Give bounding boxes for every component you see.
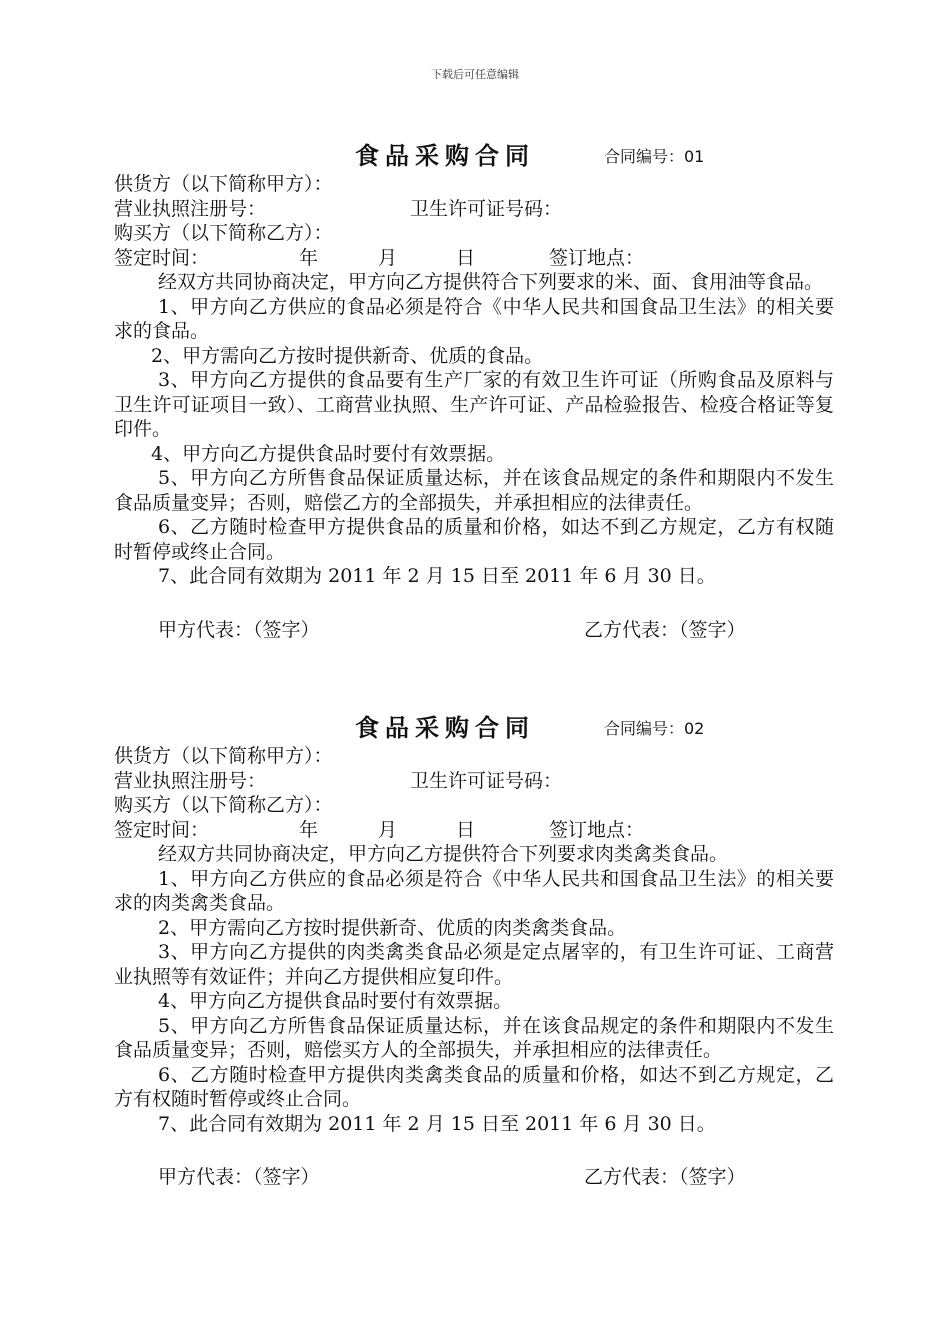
license-line: [114, 197, 834, 222]
contract-02: [114, 708, 834, 1188]
license-label: 营业执照注册号：: [114, 197, 267, 220]
contract-number: 合同编号：02: [604, 719, 705, 738]
clause-5: 5、甲方向乙方所售食品保证质量达标，并在该食品规定的条件和期限内不发生食品质量变异；否则，赔偿乙方的全部损失，并承担相应的法律责任。: [114, 467, 834, 514]
buyer-label: 购买方（以下简称乙方）：: [114, 794, 333, 816]
sign-time-label: 签定时间：: [114, 246, 210, 269]
sign-time-line: [114, 246, 834, 271]
intro-paragraph: 经双方共同协商决定，甲方向乙方提供符合下列要求肉类禽类食品。: [158, 843, 729, 865]
supplier-line: [114, 172, 834, 197]
buyer-line: [114, 221, 834, 246]
party-a-representative: 甲方代表：（签字）: [158, 618, 320, 641]
contract-number: 合同编号：01: [604, 147, 705, 166]
license-line: [114, 769, 834, 794]
party-b-representative: 乙方代表：（签字）: [584, 618, 746, 641]
title-row: [114, 708, 834, 744]
clause-3: 3、甲方向乙方提供的肉类禽类食品必须是定点屠宰的，有卫生许可证、工商营业执照等有效证件；并向乙方提供相应复印件。: [114, 941, 834, 988]
sign-place-label: 签订地点：: [549, 246, 645, 269]
month-label: 月: [378, 818, 398, 841]
sign-place-label: 签订地点：: [549, 818, 645, 841]
buyer-label: 购买方（以下简称乙方）：: [114, 222, 333, 244]
buyer-line: [114, 793, 834, 818]
signature-row: [114, 615, 834, 641]
clause-5: 5、甲方向乙方所售食品保证质量达标，并在该食品规定的条件和期限内不发生食品质量变异；否则，赔偿买方人的全部损失，并承担相应的法律责任。: [114, 1014, 834, 1061]
year-label: 年: [299, 246, 319, 269]
supplier-line: [114, 744, 834, 769]
intro-paragraph: 经双方共同协商决定，甲方向乙方提供符合下列要求的米、面、食用油等食品。: [158, 271, 824, 293]
sign-time-line: [114, 818, 834, 843]
clause-6: 6、乙方随时检查甲方提供肉类禽类食品的质量和价格，如达不到乙方规定，乙方有权随时暂停或终止合同。: [114, 1063, 834, 1110]
contract-title: 食品采购合同: [355, 142, 535, 170]
clause-3: 3、甲方向乙方提供的食品要有生产厂家的有效卫生许可证（所购食品及原料与卫生许可证项目一致）、工商营业执照、生产许可证、产品检验报告、检疫合格证等复印件。: [114, 369, 834, 440]
license-label: 营业执照注册号：: [114, 769, 267, 792]
clause-7: 7、此合同有效期为 2011 年 2 月 15 日至 2011 年 6 月 30 日。: [158, 1112, 716, 1135]
party-a-representative: 甲方代表：（签字）: [158, 1166, 320, 1188]
header-note: 下载后可任意编辑: [431, 68, 519, 81]
clause-2: 2、甲方需向乙方按时提供新奇、优质的肉类禽类食品。: [158, 916, 627, 939]
clause-1: 1、甲方向乙方供应的食品必须是符合《中华人民共和国食品卫生法》的相关要求的食品。: [114, 295, 834, 342]
month-label: 月: [378, 246, 398, 269]
clause-1: 1、甲方向乙方供应的食品必须是符合《中华人民共和国食品卫生法》的相关要求的肉类禽类食品。: [114, 867, 834, 914]
day-label: 日: [456, 818, 476, 841]
day-label: 日: [456, 246, 476, 269]
contract-title: 食品采购合同: [355, 714, 535, 742]
clause-2: 2、甲方需向乙方按时提供新奇、优质的食品。: [151, 344, 544, 367]
sign-time-label: 签定时间：: [114, 818, 210, 841]
health-permit-label: 卫生许可证号码：: [410, 197, 563, 220]
contract-01: [114, 136, 834, 641]
clause-4: 4、甲方向乙方提供食品时要付有效票据。: [151, 442, 506, 465]
party-b-representative: 乙方代表：（签字）: [584, 1166, 746, 1188]
supplier-label: 供货方（以下简称甲方）：: [114, 745, 333, 767]
signature-row: [114, 1162, 834, 1188]
clause-6: 6、乙方随时检查甲方提供食品的质量和价格，如达不到乙方规定，乙方有权随时暂停或终止合同。: [114, 516, 834, 563]
title-row: [114, 136, 834, 172]
health-permit-label: 卫生许可证号码：: [410, 769, 563, 792]
year-label: 年: [299, 818, 319, 841]
clause-4: 4、甲方向乙方提供食品时要付有效票据。: [158, 990, 513, 1012]
supplier-label: 供货方（以下简称甲方）：: [114, 173, 333, 195]
clause-7: 7、此合同有效期为 2011 年 2 月 15 日至 2011 年 6 月 30 日。: [158, 565, 716, 587]
